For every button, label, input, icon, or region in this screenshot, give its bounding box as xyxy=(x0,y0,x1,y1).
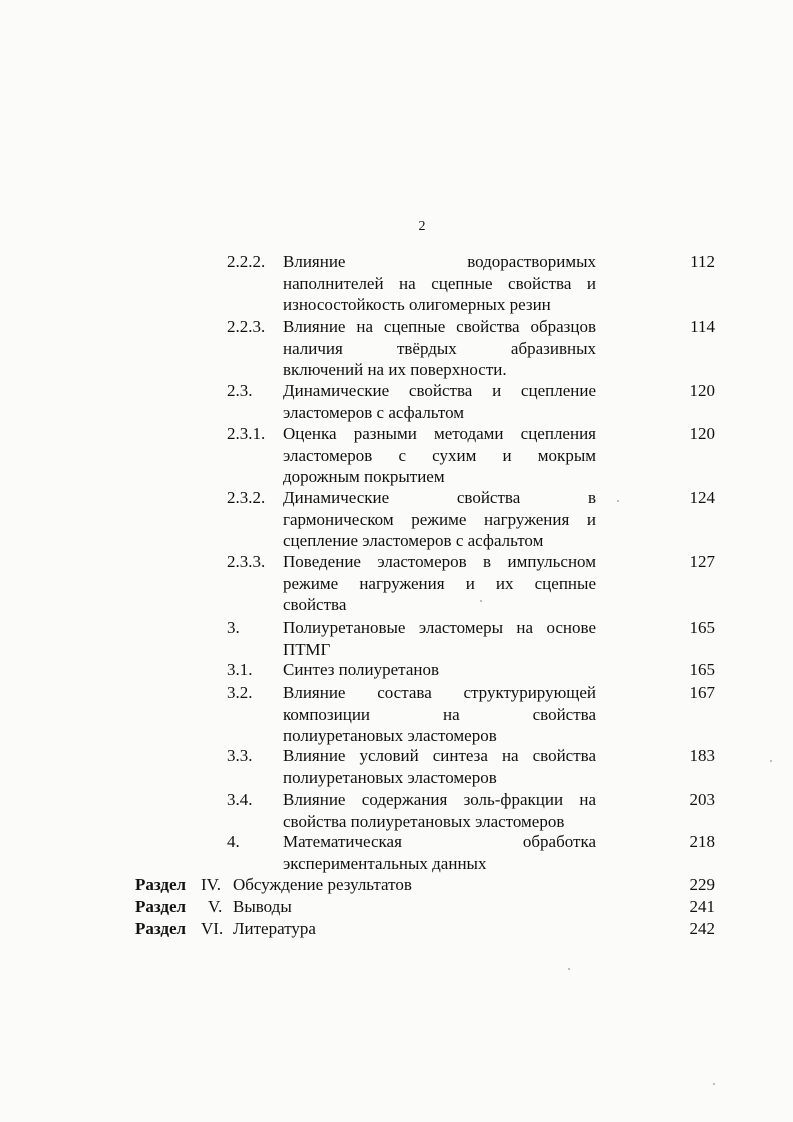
toc-entry-title-line: Влияние условий синтеза на свойства xyxy=(283,746,596,765)
toc-entry-page: 203 xyxy=(689,790,715,809)
toc-entry-title xyxy=(283,251,596,316)
toc-entry-title-line: экспериментальных данных xyxy=(283,853,487,873)
toc-entry-number: 2.3.3. xyxy=(227,552,266,571)
section-page: 242 xyxy=(689,919,715,938)
scan-speck xyxy=(617,500,619,502)
toc-entry-page: 114 xyxy=(690,317,715,336)
toc-entry-title-line: Оценка разными методами сцепления xyxy=(283,424,596,443)
toc-entry-number: 2.3. xyxy=(227,381,253,400)
section-page: 229 xyxy=(689,875,715,894)
toc-entry-number: 3.1. xyxy=(227,660,253,679)
toc-entry-title xyxy=(283,745,596,788)
section-word: Раздел xyxy=(135,897,187,916)
toc-entry-page: 112 xyxy=(690,252,715,271)
section-roman-numeral: IV. xyxy=(201,875,221,894)
toc-entry-title-line: композиции на свойства xyxy=(283,704,596,724)
page-number: 2 xyxy=(418,219,426,234)
toc-entry-title-line: износостойкость олигомерных резин xyxy=(283,295,551,314)
section-title: Литература xyxy=(233,919,316,938)
toc-entry-title xyxy=(283,617,596,660)
toc-entry-number: 4. xyxy=(227,832,240,851)
toc-entry-title-line: Влияние содержания золь-фракции на xyxy=(283,790,596,809)
toc-entry-title-line: полиуретановых эластомеров xyxy=(283,767,497,787)
toc-entry-page: 218 xyxy=(689,832,715,851)
toc-entry-title-line: Влияние состава структурирующей xyxy=(283,683,596,702)
toc-entry-title xyxy=(283,316,596,381)
toc-entry-title-line: свойства полиуретановых эластомеров xyxy=(283,811,565,831)
scan-speck xyxy=(770,760,772,762)
toc-entry-title xyxy=(283,551,596,616)
toc-entry-page: 120 xyxy=(689,381,715,400)
toc-entry-page: 165 xyxy=(689,618,715,637)
toc-entry-number: 2.3.2. xyxy=(227,488,266,507)
toc-entry-title xyxy=(283,789,596,832)
toc-entry-title-line: сцепление эластомеров с асфальтом xyxy=(283,531,544,550)
toc-entry-title-line: дорожным покрытием xyxy=(283,467,445,486)
toc-entry-title-line: эластомеров с сухим и мокрым xyxy=(283,445,596,465)
section-title: Обсуждение результатов xyxy=(233,875,412,894)
toc-entry-title-line: свойства xyxy=(283,595,347,614)
toc-entry-title-line: Динамические свойства в xyxy=(283,488,596,507)
toc-entry-title-line: Влияние водорастворимых xyxy=(283,252,596,271)
toc-entry-title-line: ПТМГ xyxy=(283,639,331,659)
toc-entry-title-line: режиме нагружения и их сцепные xyxy=(283,573,596,593)
toc-entry-title xyxy=(283,423,596,488)
toc-entry-title-line: наличия твёрдых абразивных xyxy=(283,338,596,358)
toc-entry-number: 3.3. xyxy=(227,746,253,765)
toc-entry-title-line: гармоническом режиме нагружения и xyxy=(283,509,596,529)
scan-speck xyxy=(568,968,570,970)
toc-entry-page: 124 xyxy=(689,488,715,507)
toc-entry-page: 165 xyxy=(689,660,715,679)
section-word: Раздел xyxy=(135,875,187,894)
section-roman-numeral: VI. xyxy=(201,919,224,938)
toc-entry-title xyxy=(283,831,596,874)
toc-entry-number: 2.2.2. xyxy=(227,252,266,271)
toc-entry-title xyxy=(283,380,596,423)
scan-speck xyxy=(713,1083,715,1085)
toc-entry-title-line: включений на их поверхности. xyxy=(283,360,507,379)
toc-entry-page: 183 xyxy=(689,746,715,765)
toc-entry-page: 127 xyxy=(689,552,715,571)
toc-entry-title-line: Математическая обработка xyxy=(283,832,596,851)
toc-entry-number: 2.3.1. xyxy=(227,424,266,443)
section-title: Выводы xyxy=(233,897,292,916)
scan-speck xyxy=(480,600,482,602)
toc-entry-title xyxy=(283,659,596,681)
toc-entry-title-line: наполнителей на сцепные свойства и xyxy=(283,273,596,293)
section-page: 241 xyxy=(689,897,715,916)
toc-entry-number: 3. xyxy=(227,618,240,637)
section-roman-numeral: V. xyxy=(208,897,223,916)
section-word: Раздел xyxy=(135,919,187,938)
toc-entry-title xyxy=(283,682,596,747)
toc-entry-number: 3.4. xyxy=(227,790,253,809)
toc-entry-title-line: Динамические свойства и сцепление xyxy=(283,381,596,400)
toc-entry-number: 2.2.3. xyxy=(227,317,266,336)
toc-entry-title-line: полиуретановых эластомеров xyxy=(283,726,497,745)
toc-entry-title-line: Влияние на сцепные свойства образцов xyxy=(283,317,596,336)
toc-entry-title-line: Полиуретановые эластомеры на основе xyxy=(283,618,596,637)
toc-entry-title-line: эластомеров с асфальтом xyxy=(283,402,465,422)
toc-entry-page: 120 xyxy=(689,424,715,443)
toc-entry-title xyxy=(283,487,596,552)
toc-entry-page: 167 xyxy=(689,683,715,702)
toc-entry-title-line: Поведение эластомеров в импульсном xyxy=(283,552,596,571)
toc-entry-title-line: Синтез полиуретанов xyxy=(283,660,439,679)
toc-entry-number: 3.2. xyxy=(227,683,253,702)
